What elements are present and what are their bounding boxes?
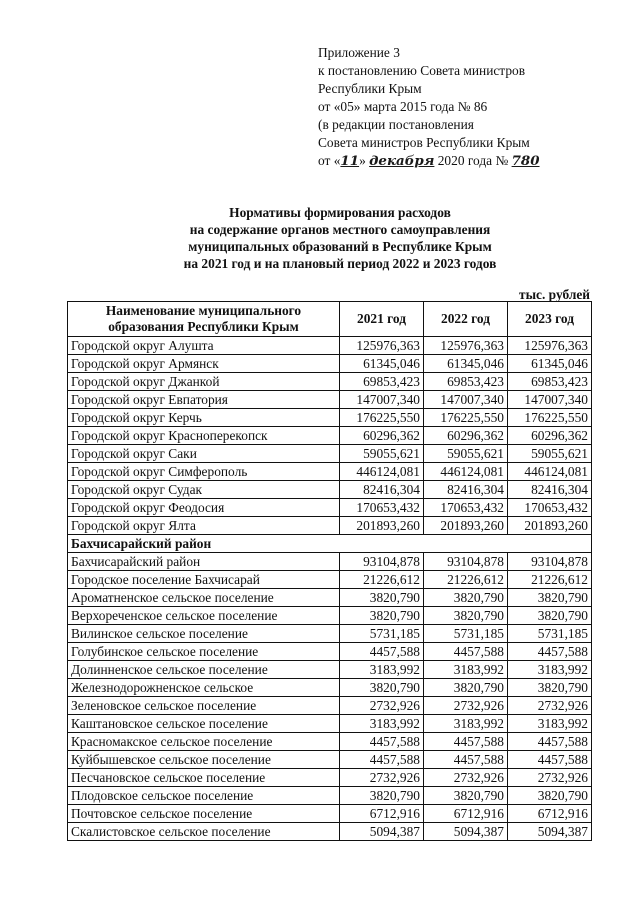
cell-name: Плодовское сельское поселение [68, 787, 340, 805]
column-header-2021: 2021 год [340, 302, 424, 337]
cell-2021: 2732,926 [340, 697, 424, 715]
cell-2021: 69853,423 [340, 373, 424, 391]
cell-2022: 4457,588 [424, 733, 508, 751]
cell-2022: 4457,588 [424, 643, 508, 661]
cell-name: Зеленовское сельское поселение [68, 697, 340, 715]
cell-name: Голубинское сельское поселение [68, 643, 340, 661]
cell-2023: 61345,046 [508, 355, 592, 373]
cell-name: Скалистовское сельское поселение [68, 823, 340, 841]
cell-2022: 4457,588 [424, 751, 508, 769]
date-prefix: от « [318, 153, 341, 168]
cell-2022: 3183,992 [424, 715, 508, 733]
cell-2023: 3820,790 [508, 607, 592, 625]
cell-2022: 21226,612 [424, 571, 508, 589]
cell-2022: 93104,878 [424, 553, 508, 571]
table-row [68, 805, 592, 823]
table-row [68, 391, 592, 409]
cell-name: Ароматненское сельское поселение [68, 589, 340, 607]
table-row [68, 355, 592, 373]
cell-2021: 59055,621 [340, 445, 424, 463]
table-row [68, 823, 592, 841]
cell-name: Городской округ Джанкой [68, 373, 340, 391]
cell-2021: 125976,363 [340, 337, 424, 355]
cell-2021: 3820,790 [340, 607, 424, 625]
cell-2022: 69853,423 [424, 373, 508, 391]
cell-2022: 125976,363 [424, 337, 508, 355]
appendix-line: (в редакции постановления [318, 117, 474, 132]
table-row [68, 589, 592, 607]
cell-name: Долинненское сельское поселение [68, 661, 340, 679]
cell-name: Красномакское сельское поселение [68, 733, 340, 751]
cell-2023: 2732,926 [508, 697, 592, 715]
cell-2023: 4457,588 [508, 751, 592, 769]
cell-2022: 60296,362 [424, 427, 508, 445]
column-header-2022: 2022 год [424, 302, 508, 337]
appendix-block [318, 44, 618, 170]
cell-2021: 147007,340 [340, 391, 424, 409]
table-row [68, 337, 592, 355]
cell-2023: 3820,790 [508, 679, 592, 697]
cell-2023: 3183,992 [508, 661, 592, 679]
cell-2022: 3820,790 [424, 589, 508, 607]
cell-2022: 5731,185 [424, 625, 508, 643]
cell-2023: 6712,916 [508, 805, 592, 823]
table-row [68, 445, 592, 463]
cell-2023: 446124,081 [508, 463, 592, 481]
appendix-date-line [318, 152, 618, 170]
cell-2021: 5094,387 [340, 823, 424, 841]
table-row [68, 427, 592, 445]
table-row [68, 715, 592, 733]
table-row [68, 661, 592, 679]
title-line: на содержание органов местного самоуправления [189, 222, 491, 237]
table-row [68, 481, 592, 499]
appendix-line: от «05» марта 2015 года № 86 [318, 99, 488, 114]
norms-table [67, 301, 592, 841]
cell-name: Городской округ Армянск [68, 355, 340, 373]
column-header-2023: 2023 год [508, 302, 592, 337]
cell-2021: 82416,304 [340, 481, 424, 499]
cell-name: Городской округ Керчь [68, 409, 340, 427]
cell-2021: 2732,926 [340, 769, 424, 787]
cell-2022: 2732,926 [424, 697, 508, 715]
cell-2023: 147007,340 [508, 391, 592, 409]
cell-2021: 3820,790 [340, 679, 424, 697]
cell-2021: 21226,612 [340, 571, 424, 589]
cell-2021: 6712,916 [340, 805, 424, 823]
cell-2022: 3820,790 [424, 787, 508, 805]
table-row [68, 607, 592, 625]
cell-2021: 176225,550 [340, 409, 424, 427]
appendix-line: Совета министров Республики Крым [318, 135, 530, 150]
cell-2022: 3183,992 [424, 661, 508, 679]
title-line: муниципальных образований в Республике Крым [188, 239, 492, 254]
cell-2021: 5731,185 [340, 625, 424, 643]
table-row [68, 409, 592, 427]
cell-name: Куйбышевское сельское поселение [68, 751, 340, 769]
cell-2023: 201893,260 [508, 517, 592, 535]
table-row [68, 787, 592, 805]
cell-name: Железнодорожненское сельское [68, 679, 340, 697]
cell-2023: 5731,185 [508, 625, 592, 643]
cell-2021: 60296,362 [340, 427, 424, 445]
cell-name: Городской округ Судак [68, 481, 340, 499]
cell-2022: 201893,260 [424, 517, 508, 535]
appendix-line: Приложение 3 [318, 45, 400, 60]
cell-2023: 4457,588 [508, 733, 592, 751]
column-header-name: Наименование муниципального образования Республики Крым [68, 302, 340, 337]
section-title: Бахчисарайский район [68, 535, 592, 553]
cell-2021: 4457,588 [340, 751, 424, 769]
table-row [68, 679, 592, 697]
handwritten-month: декабря [369, 153, 435, 169]
cell-2023: 4457,588 [508, 643, 592, 661]
table-row [68, 517, 592, 535]
cell-name: Бахчисарайский район [68, 553, 340, 571]
cell-2022: 5094,387 [424, 823, 508, 841]
table-row [68, 463, 592, 481]
cell-2022: 2732,926 [424, 769, 508, 787]
cell-name: Городское поселение Бахчисарай [68, 571, 340, 589]
cell-name: Городской округ Алушта [68, 337, 340, 355]
cell-2021: 3183,992 [340, 661, 424, 679]
cell-2022: 59055,621 [424, 445, 508, 463]
section-row [68, 535, 592, 553]
document-title [40, 204, 640, 272]
cell-2022: 176225,550 [424, 409, 508, 427]
cell-2023: 59055,621 [508, 445, 592, 463]
cell-2023: 69853,423 [508, 373, 592, 391]
cell-2022: 82416,304 [424, 481, 508, 499]
appendix-line: Республики Крым [318, 81, 422, 96]
cell-name: Почтовское сельское поселение [68, 805, 340, 823]
handwritten-number: 780 [511, 153, 540, 169]
cell-2023: 176225,550 [508, 409, 592, 427]
cell-2022: 3820,790 [424, 607, 508, 625]
cell-2023: 3820,790 [508, 787, 592, 805]
cell-2021: 4457,588 [340, 643, 424, 661]
table-row [68, 499, 592, 517]
cell-2023: 3820,790 [508, 589, 592, 607]
table-row [68, 697, 592, 715]
cell-2021: 93104,878 [340, 553, 424, 571]
table-row [68, 769, 592, 787]
cell-2021: 3820,790 [340, 787, 424, 805]
date-year: 2020 года № [434, 153, 512, 168]
cell-2023: 125976,363 [508, 337, 592, 355]
cell-2023: 82416,304 [508, 481, 592, 499]
cell-2021: 3820,790 [340, 589, 424, 607]
title-line: на 2021 год и на плановый период 2022 и 2023 годов [183, 256, 497, 271]
cell-2022: 6712,916 [424, 805, 508, 823]
table-header-row [68, 302, 592, 337]
cell-2021: 61345,046 [340, 355, 424, 373]
table-row [68, 373, 592, 391]
cell-2023: 5094,387 [508, 823, 592, 841]
cell-name: Песчановское сельское поселение [68, 769, 340, 787]
table-row [68, 553, 592, 571]
cell-name: Вилинское сельское поселение [68, 625, 340, 643]
cell-2023: 3183,992 [508, 715, 592, 733]
cell-name: Городской округ Саки [68, 445, 340, 463]
cell-name: Городской округ Евпатория [68, 391, 340, 409]
cell-2023: 93104,878 [508, 553, 592, 571]
cell-2021: 201893,260 [340, 517, 424, 535]
cell-2022: 61345,046 [424, 355, 508, 373]
appendix-line: к постановлению Совета министров [318, 63, 526, 78]
cell-name: Городской округ Ялта [68, 517, 340, 535]
cell-2023: 170653,432 [508, 499, 592, 517]
table-body [68, 337, 592, 841]
table-row [68, 643, 592, 661]
cell-2023: 21226,612 [508, 571, 592, 589]
unit-label: тыс. рублей [519, 287, 590, 302]
cell-2021: 170653,432 [340, 499, 424, 517]
cell-name: Городской округ Симферополь [68, 463, 340, 481]
cell-name: Городской округ Красноперекопск [68, 427, 340, 445]
table-row [68, 733, 592, 751]
title-line: Нормативы формирования расходов [229, 205, 451, 220]
cell-2021: 4457,588 [340, 733, 424, 751]
cell-2022: 147007,340 [424, 391, 508, 409]
table-row [68, 625, 592, 643]
cell-2021: 446124,081 [340, 463, 424, 481]
cell-2022: 446124,081 [424, 463, 508, 481]
cell-2023: 60296,362 [508, 427, 592, 445]
date-quote: » [359, 153, 366, 168]
table-row [68, 751, 592, 769]
cell-name: Каштановское сельское поселение [68, 715, 340, 733]
handwritten-day: 11 [340, 153, 360, 169]
cell-name: Городской округ Феодосия [68, 499, 340, 517]
cell-2022: 3820,790 [424, 679, 508, 697]
cell-name: Верхореченское сельское поселение [68, 607, 340, 625]
table-row [68, 571, 592, 589]
cell-2022: 170653,432 [424, 499, 508, 517]
cell-2021: 3183,992 [340, 715, 424, 733]
cell-2023: 2732,926 [508, 769, 592, 787]
